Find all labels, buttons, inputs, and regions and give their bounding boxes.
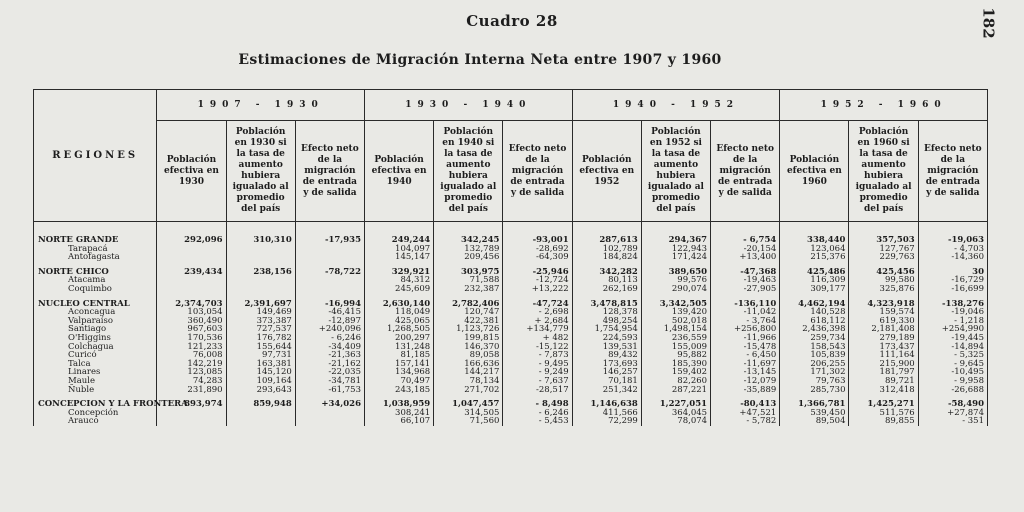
table-cell: 145,120 [226, 368, 295, 377]
table-cell: 2,374,703 [157, 294, 226, 309]
table-cell: 95,882 [641, 351, 710, 360]
table-cell [157, 417, 226, 426]
table-cell: -19,063 [918, 222, 987, 245]
region-name: NORTE CHICO [34, 262, 157, 277]
table-cell: -11,697 [711, 360, 780, 369]
table-cell: 80,113 [572, 276, 641, 285]
table-row-group [34, 222, 988, 245]
column-header: Población en 1930 si la tasa de aumento hubiera igualado al promedio del país [226, 121, 295, 222]
table-cell: 232,387 [434, 285, 503, 294]
region-name: Concepción [34, 409, 157, 418]
table-cell: 215,900 [849, 360, 918, 369]
table-cell: 411,566 [572, 409, 641, 418]
table-cell: - 9,958 [918, 377, 987, 386]
table-cell: 145,147 [365, 253, 434, 262]
table-cell: 72,299 [572, 417, 641, 426]
table-cell: - 3,764 [711, 317, 780, 326]
page-number: 182 [979, 7, 998, 39]
table-cell: 4,462,194 [780, 294, 849, 309]
table-cell: -16,699 [918, 285, 987, 294]
table-cell [157, 245, 226, 254]
table-cell: 224,593 [572, 334, 641, 343]
table-cell: 131,248 [365, 343, 434, 352]
region-name: NUCLEO CENTRAL [34, 294, 157, 309]
table-cell: 102,789 [572, 245, 641, 254]
table-cell: 1,123,726 [434, 325, 503, 334]
table-cell: 30 [918, 262, 987, 277]
column-header: Población efectiva en 1952 [572, 121, 641, 222]
table-cell: 3,478,815 [572, 294, 641, 309]
table-cell: 308,241 [365, 409, 434, 418]
table-cell: -93,001 [503, 222, 572, 245]
table-cell: -15,122 [503, 343, 572, 352]
table-cell: 859,948 [226, 394, 295, 409]
table-cell: 146,257 [572, 368, 641, 377]
table-cell: 155,644 [226, 343, 295, 352]
table-cell [226, 245, 295, 254]
table-cell: 1,366,781 [780, 394, 849, 409]
table-cell: 81,185 [365, 351, 434, 360]
table-cell: -28,692 [503, 245, 572, 254]
table-cell: -47,724 [503, 294, 572, 309]
table-cell: - 8,498 [503, 394, 572, 409]
table-cell: 2,436,398 [780, 325, 849, 334]
table-cell: 123,085 [157, 368, 226, 377]
column-header: Efecto neto de la migración de entrada y de salida [918, 121, 987, 222]
table-cell: 163,381 [226, 360, 295, 369]
table-cell: 967,603 [157, 325, 226, 334]
table-cell: 66,107 [365, 417, 434, 426]
table-cell: - 5,325 [918, 351, 987, 360]
table-cell: 1,498,154 [641, 325, 710, 334]
region-name: Talca [34, 360, 157, 369]
table-cell: 619,330 [849, 317, 918, 326]
table-cell: -47,368 [711, 262, 780, 277]
table-cell: -78,722 [295, 262, 364, 277]
table-cell: 1,047,457 [434, 394, 503, 409]
table-cell: +256,800 [711, 325, 780, 334]
table-cell: 155,009 [641, 343, 710, 352]
table-cell: - 2,698 [503, 308, 572, 317]
table-cell: 71,560 [434, 417, 503, 426]
table-cell: -46,415 [295, 308, 364, 317]
table-cell: 422,381 [434, 317, 503, 326]
table-cell: 271,702 [434, 386, 503, 395]
table-cell: 185,390 [641, 360, 710, 369]
table-cell: -13,145 [711, 368, 780, 377]
table-cell [226, 409, 295, 418]
table-cell: -28,517 [503, 386, 572, 395]
table-cell: 176,782 [226, 334, 295, 343]
region-name: Ñuble [34, 386, 157, 395]
table-cell: 293,643 [226, 386, 295, 395]
table-cell: -19,445 [918, 334, 987, 343]
table-cell: 1,754,954 [572, 325, 641, 334]
period-header: 1952 - 1960 [780, 90, 988, 121]
table-row [34, 253, 988, 262]
table-cell: -64,309 [503, 253, 572, 262]
table-cell: -138,276 [918, 294, 987, 309]
table-cell: 498,254 [572, 317, 641, 326]
table-cell: -17,935 [295, 222, 364, 245]
table-cell: 111,164 [849, 351, 918, 360]
table-cell: 3,342,505 [641, 294, 710, 309]
table-cell: 157,141 [365, 360, 434, 369]
table-cell: 128,378 [572, 308, 641, 317]
table-cell: - 5,782 [711, 417, 780, 426]
table-cell: 146,370 [434, 343, 503, 352]
table-cell: 142,219 [157, 360, 226, 369]
region-name: Linares [34, 368, 157, 377]
region-name: Tarapacá [34, 245, 157, 254]
table-cell: 249,244 [365, 222, 434, 245]
table-cell: -19,046 [918, 308, 987, 317]
period-header: 1930 - 1940 [365, 90, 573, 121]
table-cell: +134,779 [503, 325, 572, 334]
table-cell: 727,537 [226, 325, 295, 334]
table-cell: - 6,450 [711, 351, 780, 360]
table-cell: +254,990 [918, 325, 987, 334]
table-cell [295, 276, 364, 285]
region-name: Atacama [34, 276, 157, 285]
table-cell [295, 409, 364, 418]
table-cell [226, 276, 295, 285]
table-row-group [34, 394, 988, 409]
table-cell: 342,282 [572, 262, 641, 277]
table-cell: 1,425,271 [849, 394, 918, 409]
table-cell: +47,521 [711, 409, 780, 418]
table-cell: 425,065 [365, 317, 434, 326]
table-cell: 132,789 [434, 245, 503, 254]
region-name: Antofagasta [34, 253, 157, 262]
table-cell: 206,255 [780, 360, 849, 369]
table-cell: 121,233 [157, 343, 226, 352]
table-cell: -136,110 [711, 294, 780, 309]
table-cell: -14,360 [918, 253, 987, 262]
column-header: Efecto neto de la migración de entrada y de salida [295, 121, 364, 222]
table-cell: 76,008 [157, 351, 226, 360]
table-cell: 251,342 [572, 386, 641, 395]
table-cell: 89,855 [849, 417, 918, 426]
table-cell: 79,763 [780, 377, 849, 386]
region-name: Arauco [34, 417, 157, 426]
table-cell: - 9,645 [918, 360, 987, 369]
table-cell: 229,763 [849, 253, 918, 262]
table-row [34, 417, 988, 426]
column-header: Población en 1940 si la tasa de aumento hubiera igualado al promedio del país [434, 121, 503, 222]
table-cell: 74,283 [157, 377, 226, 386]
table-cell [295, 417, 364, 426]
table-cell: 287,613 [572, 222, 641, 245]
table-cell: 159,402 [641, 368, 710, 377]
table-row-group [34, 262, 988, 277]
table-cell: 389,650 [641, 262, 710, 277]
region-name: Maule [34, 377, 157, 386]
column-header: Población en 1952 si la tasa de aumento hubiera igualado al promedio del país [641, 121, 710, 222]
table-cell: - 7,637 [503, 377, 572, 386]
table-cell: - 5,453 [503, 417, 572, 426]
table-cell: 236,559 [641, 334, 710, 343]
table-cell: 99,576 [641, 276, 710, 285]
table-cell: 539,450 [780, 409, 849, 418]
table-cell: 181,797 [849, 368, 918, 377]
table-body [34, 222, 988, 426]
table-cell: 1,227,051 [641, 394, 710, 409]
table-cell: -10,495 [918, 368, 987, 377]
table-cell: - 1,218 [918, 317, 987, 326]
table-cell: 158,543 [780, 343, 849, 352]
table-cell: 118,049 [365, 308, 434, 317]
table-cell: 200,297 [365, 334, 434, 343]
table-cell: -12,724 [503, 276, 572, 285]
table-cell: 199,815 [434, 334, 503, 343]
table-cell: 292,096 [157, 222, 226, 245]
table-cell: 171,424 [641, 253, 710, 262]
table-cell: 170,536 [157, 334, 226, 343]
table-cell: 116,309 [780, 276, 849, 285]
table-cell: 425,486 [780, 262, 849, 277]
table-cell: 239,434 [157, 262, 226, 277]
column-header: Efecto neto de la migración de entrada y de salida [711, 121, 780, 222]
table-cell: - 6,754 [711, 222, 780, 245]
table-cell: 360,490 [157, 317, 226, 326]
table-cell: -20,154 [711, 245, 780, 254]
table-cell: 171,302 [780, 368, 849, 377]
table-cell: 325,876 [849, 285, 918, 294]
table-cell: -12,079 [711, 377, 780, 386]
table-cell: 312,418 [849, 386, 918, 395]
table-cell: 104,097 [365, 245, 434, 254]
table-cell: -35,889 [711, 386, 780, 395]
table-cell: 893,974 [157, 394, 226, 409]
table-cell: -22,035 [295, 368, 364, 377]
table-cell: 78,074 [641, 417, 710, 426]
table-cell: -26,688 [918, 386, 987, 395]
table-cell: -15,478 [711, 343, 780, 352]
table-cell: 109,164 [226, 377, 295, 386]
table-cell: 97,731 [226, 351, 295, 360]
table-cell: -25,946 [503, 262, 572, 277]
table-cell [295, 245, 364, 254]
table-cell: -34,781 [295, 377, 364, 386]
table-cell: -34,409 [295, 343, 364, 352]
table-cell: -12,897 [295, 317, 364, 326]
region-name: Aconcagua [34, 308, 157, 317]
table-row [34, 285, 988, 294]
table-cell: 89,058 [434, 351, 503, 360]
table-cell: 285,730 [780, 386, 849, 395]
table-cell: +27,874 [918, 409, 987, 418]
table-cell: 310,310 [226, 222, 295, 245]
table-cell: +34,026 [295, 394, 364, 409]
table-cell: 618,112 [780, 317, 849, 326]
table-cell: - 9,495 [503, 360, 572, 369]
table-cell: 314,505 [434, 409, 503, 418]
table-row [34, 386, 988, 395]
region-name: NORTE GRANDE [34, 222, 157, 245]
table-cell: 2,630,140 [365, 294, 434, 309]
table-cell: 279,189 [849, 334, 918, 343]
table-cell: 70,497 [365, 377, 434, 386]
table-cell: - 6,246 [295, 334, 364, 343]
table-cell [226, 417, 295, 426]
table-cell: 144,217 [434, 368, 503, 377]
table-cell: 2,391,697 [226, 294, 295, 309]
table-cell: 173,437 [849, 343, 918, 352]
table-cell [157, 409, 226, 418]
table-cell: 1,146,638 [572, 394, 641, 409]
table-cell: 287,221 [641, 386, 710, 395]
table-cell: 2,782,406 [434, 294, 503, 309]
table-cell: 166,636 [434, 360, 503, 369]
table-cell: - 4,703 [918, 245, 987, 254]
region-name: Coquimbo [34, 285, 157, 294]
table-cell: 120,747 [434, 308, 503, 317]
table-cell: 4,323,918 [849, 294, 918, 309]
region-name: Santiago [34, 325, 157, 334]
region-name: Curicó [34, 351, 157, 360]
table-cell: 159,574 [849, 308, 918, 317]
table-cell: 84,312 [365, 276, 434, 285]
table-cell [157, 276, 226, 285]
table-cell: 262,169 [572, 285, 641, 294]
table-cell: 238,156 [226, 262, 295, 277]
table-cell: 1,268,505 [365, 325, 434, 334]
table-cell: 2,181,408 [849, 325, 918, 334]
table-cell [295, 285, 364, 294]
period-header: 1940 - 1952 [572, 90, 780, 121]
table-cell: 149,469 [226, 308, 295, 317]
table-cell: 99,580 [849, 276, 918, 285]
table-cell: -58,490 [918, 394, 987, 409]
table-cell: 140,528 [780, 308, 849, 317]
table-cell: 425,456 [849, 262, 918, 277]
column-header: Población en 1960 si la tasa de aumento hubiera igualado al promedio del país [849, 121, 918, 222]
table-cell: 309,177 [780, 285, 849, 294]
table-cell: 103,054 [157, 308, 226, 317]
table-cell: 357,503 [849, 222, 918, 245]
table-cell [226, 285, 295, 294]
table-cell: -80,413 [711, 394, 780, 409]
table-cell: +13,222 [503, 285, 572, 294]
region-name: Colchagua [34, 343, 157, 352]
table-cell: -27,905 [711, 285, 780, 294]
table-cell: 243,185 [365, 386, 434, 395]
table-cell: 290,074 [641, 285, 710, 294]
table-cell: 105,839 [780, 351, 849, 360]
table-cell: 123,064 [780, 245, 849, 254]
table-cell: 139,420 [641, 308, 710, 317]
table-cell [226, 253, 295, 262]
table-cell: -21,363 [295, 351, 364, 360]
table-cell: -19,463 [711, 276, 780, 285]
column-header: Efecto neto de la migración de entrada y de salida [503, 121, 572, 222]
table-cell: -21,162 [295, 360, 364, 369]
table-cell: 245,609 [365, 285, 434, 294]
region-name: O'Higgins [34, 334, 157, 343]
table-cell: 127,767 [849, 245, 918, 254]
table-cell: 134,968 [365, 368, 434, 377]
table-cell: 89,432 [572, 351, 641, 360]
column-header-row [34, 121, 988, 222]
table-cell: 139,531 [572, 343, 641, 352]
table-row-group [34, 294, 988, 309]
table-cell: - 7,873 [503, 351, 572, 360]
table-cell [157, 253, 226, 262]
table-cell: 71,588 [434, 276, 503, 285]
table-cell: 209,456 [434, 253, 503, 262]
table-cell: +13,400 [711, 253, 780, 262]
region-name: CONCEPCION Y LA FRONTERA [34, 394, 157, 409]
table-cell: 89,721 [849, 377, 918, 386]
table-cell: - 9,249 [503, 368, 572, 377]
table-cell: 329,921 [365, 262, 434, 277]
table-cell: 215,376 [780, 253, 849, 262]
table-cell: 78,134 [434, 377, 503, 386]
table-cell: 511,576 [849, 409, 918, 418]
regions-header: REGIONES [34, 90, 157, 222]
table-cell: 338,440 [780, 222, 849, 245]
table-cell: -11,042 [711, 308, 780, 317]
table-cell: +240,096 [295, 325, 364, 334]
region-name: Valparaíso [34, 317, 157, 326]
table-cell: 294,367 [641, 222, 710, 245]
table-cell: 303,975 [434, 262, 503, 277]
table-cell: 70,181 [572, 377, 641, 386]
table-cell: -14,894 [918, 343, 987, 352]
table-cell: 173,693 [572, 360, 641, 369]
table-cell [157, 285, 226, 294]
table-cell: 231,890 [157, 386, 226, 395]
table-cell: + 482 [503, 334, 572, 343]
column-header: Población efectiva en 1940 [365, 121, 434, 222]
migration-table [33, 89, 988, 426]
table-cell: -16,994 [295, 294, 364, 309]
table-cell: -11,966 [711, 334, 780, 343]
table-cell [295, 253, 364, 262]
table-cell: + 2,684 [503, 317, 572, 326]
column-header: Población efectiva en 1960 [780, 121, 849, 222]
table-cell: 82,260 [641, 377, 710, 386]
period-header-row [34, 90, 988, 121]
table-cell: 122,943 [641, 245, 710, 254]
table-title: Estimaciones de Migración Interna Neta entre 1907 y 1960 [238, 52, 722, 68]
table-cell: 259,734 [780, 334, 849, 343]
table-cell: - 6,246 [503, 409, 572, 418]
table-cell: 1,038,959 [365, 394, 434, 409]
table-cell: 364,045 [641, 409, 710, 418]
table-cell: -61,753 [295, 386, 364, 395]
table-cell: -16,729 [918, 276, 987, 285]
table-cell: 502,018 [641, 317, 710, 326]
table-heading: Cuadro 28 [466, 12, 558, 30]
table-cell: - 351 [918, 417, 987, 426]
column-header: Población efectiva en 1930 [157, 121, 226, 222]
table-cell: 373,387 [226, 317, 295, 326]
period-header: 1907 - 1930 [157, 90, 365, 121]
table-cell: 184,824 [572, 253, 641, 262]
table-cell: 89,504 [780, 417, 849, 426]
table-cell: 342,245 [434, 222, 503, 245]
